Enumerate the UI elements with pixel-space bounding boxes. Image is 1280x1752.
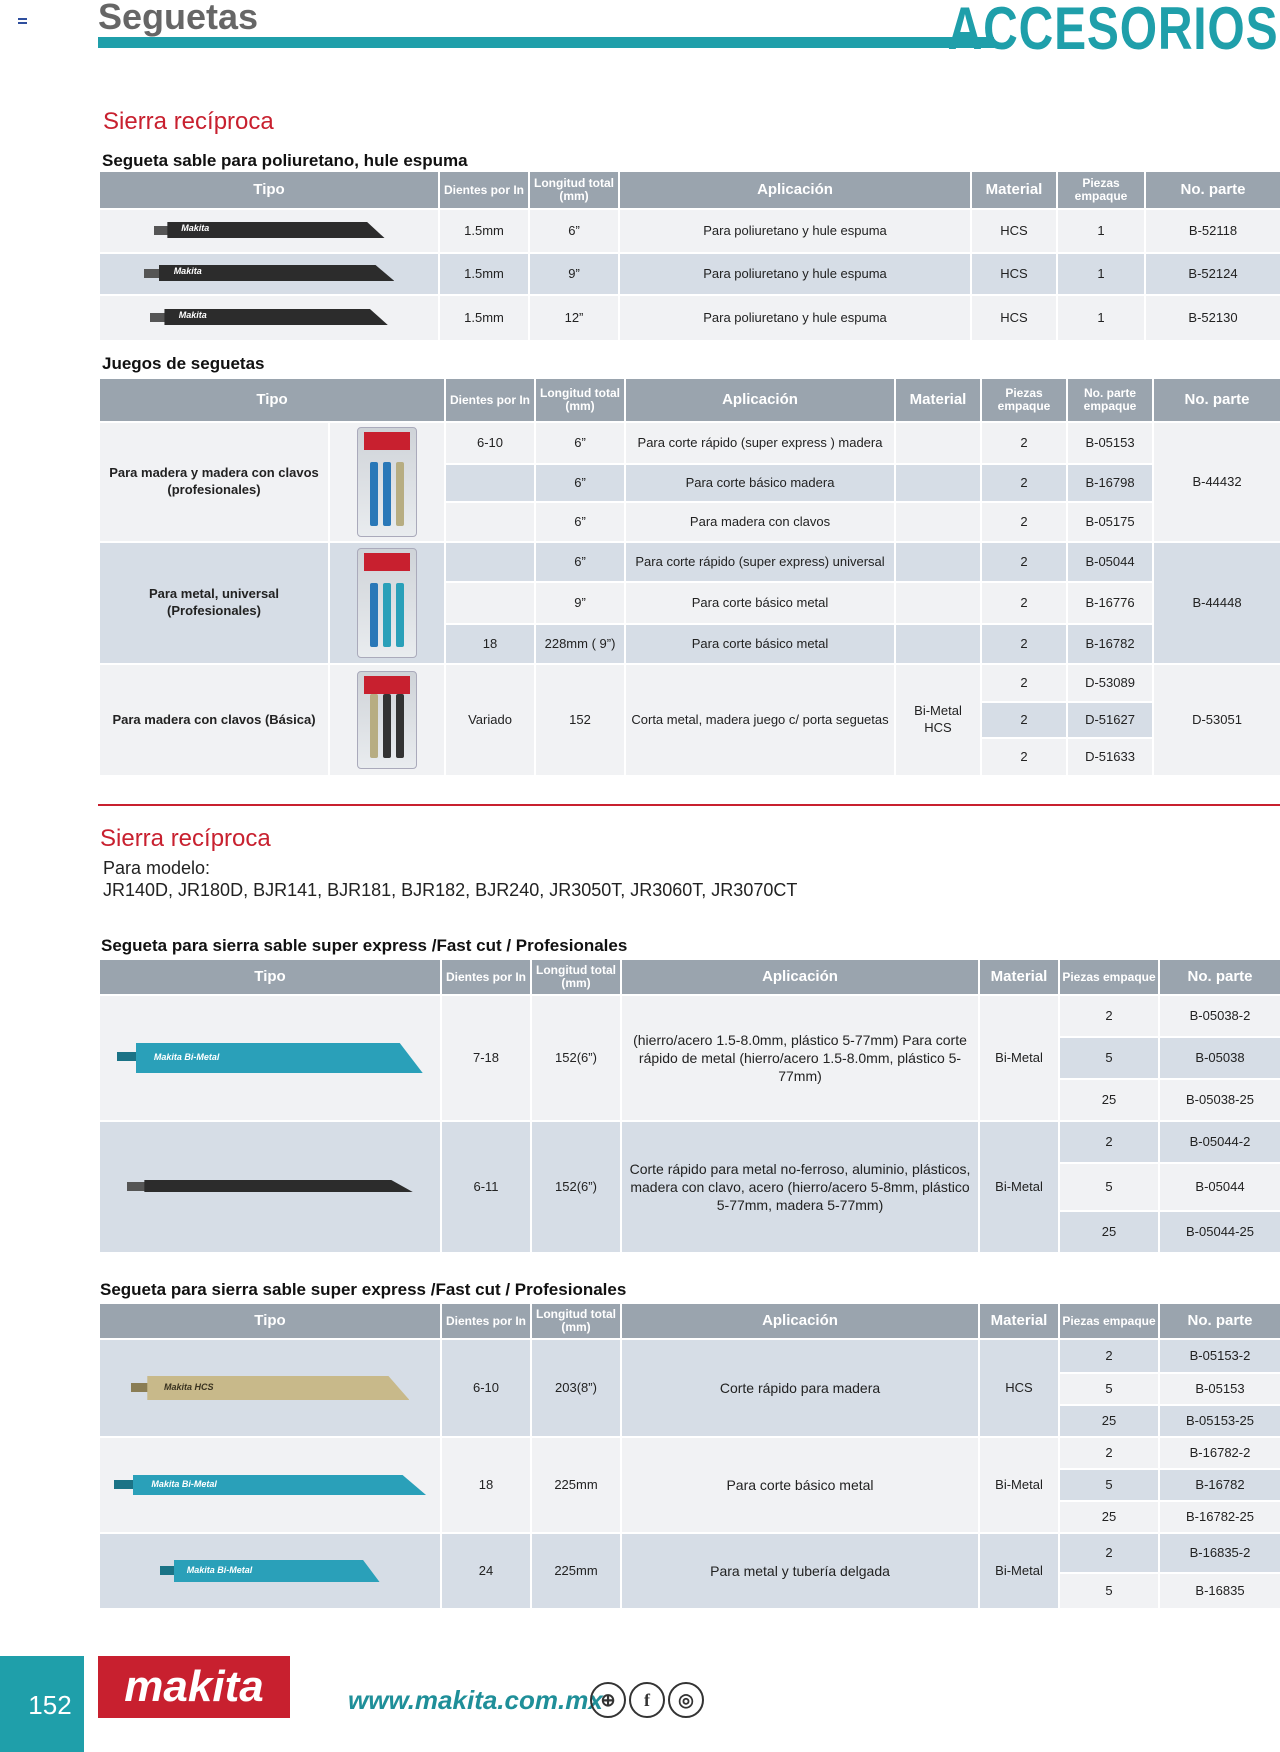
table-row: 2 D-51627 — [99, 702, 1280, 738]
page-number: 152 — [28, 1690, 72, 1720]
header-pieces: Piezas empaque — [1059, 959, 1159, 995]
header-part: No. parte — [1145, 171, 1280, 209]
header-application: Aplicación — [621, 959, 979, 995]
table-subtitle: Juegos de seguetas — [102, 354, 265, 373]
blade-image: Makita — [154, 218, 385, 244]
table-row: 2 D-51633 — [99, 738, 1280, 776]
table-row: 5 B-16835 — [99, 1573, 1280, 1609]
table-subtitle: Segueta sable para poliuretano, hule espuma — [102, 151, 468, 170]
header-teeth: Dientes por In — [439, 171, 529, 209]
instagram-icon[interactable]: ◎ — [668, 1682, 704, 1718]
package-image — [357, 427, 417, 537]
table-row: Para madera y madera con clavos (profesionales) 6-10 6” Para corte rápido (super express ) madera 2 B-05153 B-44432 — [99, 422, 1280, 464]
table-row: 9” Para corte básico metal 2 B-16776 — [99, 582, 1280, 624]
polyurethane-blades-table — [98, 170, 1280, 342]
table-row: 25 B-05038-25 — [99, 1079, 1280, 1121]
table-subtitle: Segueta para sierra sable super express /Fast cut / Profesionales — [100, 1280, 627, 1299]
table-subtitle: Segueta para sierra sable super express /Fast cut / Profesionales — [101, 936, 628, 955]
header-part: No. parte — [1153, 378, 1280, 422]
blade-image: Makita HCS — [131, 1371, 410, 1405]
table-row: 5 B-05038 — [99, 1037, 1280, 1079]
website-link[interactable]: www.makita.com.mx — [348, 1685, 603, 1715]
page-title: Seguetas — [98, 0, 259, 37]
blade-sets-table — [98, 377, 1280, 777]
blade-image: Makita Bi-Metal — [160, 1555, 379, 1587]
table-row: Makita 1.5mm 6” Para poliuretano y hule espuma HCS 1 B-52118 — [99, 209, 1280, 253]
header-type: Tipo — [99, 959, 441, 995]
super-express-table-2 — [98, 1302, 1280, 1610]
header-length: Longitud total (mm) — [531, 1303, 621, 1339]
title-underline — [98, 37, 994, 48]
header-length: Longitud total (mm) — [531, 959, 621, 995]
model-label: Para modelo: — [103, 858, 211, 878]
section-divider — [98, 804, 1280, 806]
set-name: Para madera con clavos (Básica) — [99, 664, 329, 776]
table-row: Makita 1.5mm 9” Para poliuretano y hule espuma HCS 1 B-52124 — [99, 253, 1280, 295]
package-image — [357, 548, 417, 658]
header-length: Longitud total (mm) — [529, 171, 619, 209]
super-express-table-1 — [98, 958, 1280, 1254]
table-row: 18 228mm ( 9”) Para corte básico metal 2 B-16782 — [99, 624, 1280, 664]
header-teeth: Dientes por In — [441, 959, 531, 995]
set-name: Para metal, universal (Profesionales) — [99, 542, 329, 664]
blade-image — [127, 1174, 413, 1200]
table-row: Makita HCS 6-10 203(8”) Corte rápido para madera HCS 2 B-05153-2 — [99, 1339, 1280, 1373]
section-title: Sierra recíproca — [103, 108, 274, 135]
header-part: No. parte — [1159, 959, 1280, 995]
header-part: No. parte — [1159, 1303, 1280, 1339]
header-application: Aplicación — [625, 378, 895, 422]
table-row: 5 B-05044 — [99, 1163, 1280, 1211]
header-pieces: Piezas empaque — [1059, 1303, 1159, 1339]
header-teeth: Dientes por In — [441, 1303, 531, 1339]
header-material: Material — [979, 959, 1059, 995]
table-row: 5 B-05153 — [99, 1373, 1280, 1405]
table-row: Para madera con clavos (Básica) Variado 152 Corta metal, madera juego c/ porta seguetas Bi-Metal HCS 2 D-53089 D-53051 — [99, 664, 1280, 702]
blade-image: Makita — [150, 305, 388, 331]
header-pieces: Piezas empaque — [981, 378, 1067, 422]
blade-image: Makita — [144, 261, 395, 287]
blade-image: Makita Bi-Metal — [114, 1470, 426, 1500]
table-row: 25 B-16782-25 — [99, 1501, 1280, 1533]
package-image — [357, 671, 417, 769]
table-row: Makita Bi-Metal 7-18 152(6”) (hierro/acero 1.5-8.0mm, plástico 5-77mm) Para corte rápido de metal (hierro/acero 1.5-8.0mm, plástico 5-77mm) Bi-Metal 2 B-05038-2 — [99, 995, 1280, 1037]
model-list: JR140D, JR180D, BJR141, BJR181, BJR182, BJR240, JR3050T, JR3060T, JR3070CT — [103, 880, 798, 900]
table-row: Makita Bi-Metal 18 225mm Para corte básico metal Bi-Metal 2 B-16782-2 — [99, 1437, 1280, 1469]
header-type: Tipo — [99, 171, 439, 209]
section-title: Sierra recíproca — [100, 825, 271, 852]
set-name: Para madera y madera con clavos (profesionales) — [99, 422, 329, 542]
makita-logo-text: makita — [124, 1662, 264, 1711]
table-row: 5 B-16782 — [99, 1469, 1280, 1501]
table-row: 6-11 152(6”) Corte rápido para metal no-ferroso, aluminio, plásticos, madera con clavo, acero (hierro/acero 5-8mm, plástico 5-77mm, madera 5-77mm) Bi-Metal 2 B-05044-2 — [99, 1121, 1280, 1163]
header-type: Tipo — [99, 378, 445, 422]
blade-image: Makita Bi-Metal — [117, 1038, 422, 1078]
header-type: Tipo — [99, 1303, 441, 1339]
category-title: ACCESORIOS — [947, 0, 1278, 62]
header-length: Longitud total (mm) — [535, 378, 625, 422]
facebook-icon[interactable]: f — [629, 1682, 665, 1718]
table-row: 6” Para madera con clavos 2 B-05175 — [99, 502, 1280, 542]
menu-icon[interactable] — [18, 18, 27, 26]
header-pack-part: No. parte empaque — [1067, 378, 1153, 422]
header-material: Material — [895, 378, 981, 422]
table-row: Makita Bi-Metal 24 225mm Para metal y tubería delgada Bi-Metal 2 B-16835-2 — [99, 1533, 1280, 1573]
header-pieces: Piezas empaque — [1057, 171, 1145, 209]
table-row: 25 B-05044-25 — [99, 1211, 1280, 1253]
header-teeth: Dientes por In — [445, 378, 535, 422]
table-row: Makita 1.5mm 12” Para poliuretano y hule espuma HCS 1 B-52130 — [99, 295, 1280, 341]
header-application: Aplicación — [621, 1303, 979, 1339]
table-row: 25 B-05153-25 — [99, 1405, 1280, 1437]
table-row: Para metal, universal (Profesionales) 6” Para corte rápido (super express) universal 2 B-05044 B-44448 — [99, 542, 1280, 582]
header-material: Material — [971, 171, 1057, 209]
web-icon[interactable]: ⊕ — [590, 1682, 626, 1718]
header-application: Aplicación — [619, 171, 971, 209]
table-row: 6” Para corte básico madera 2 B-16798 — [99, 464, 1280, 502]
header-material: Material — [979, 1303, 1059, 1339]
